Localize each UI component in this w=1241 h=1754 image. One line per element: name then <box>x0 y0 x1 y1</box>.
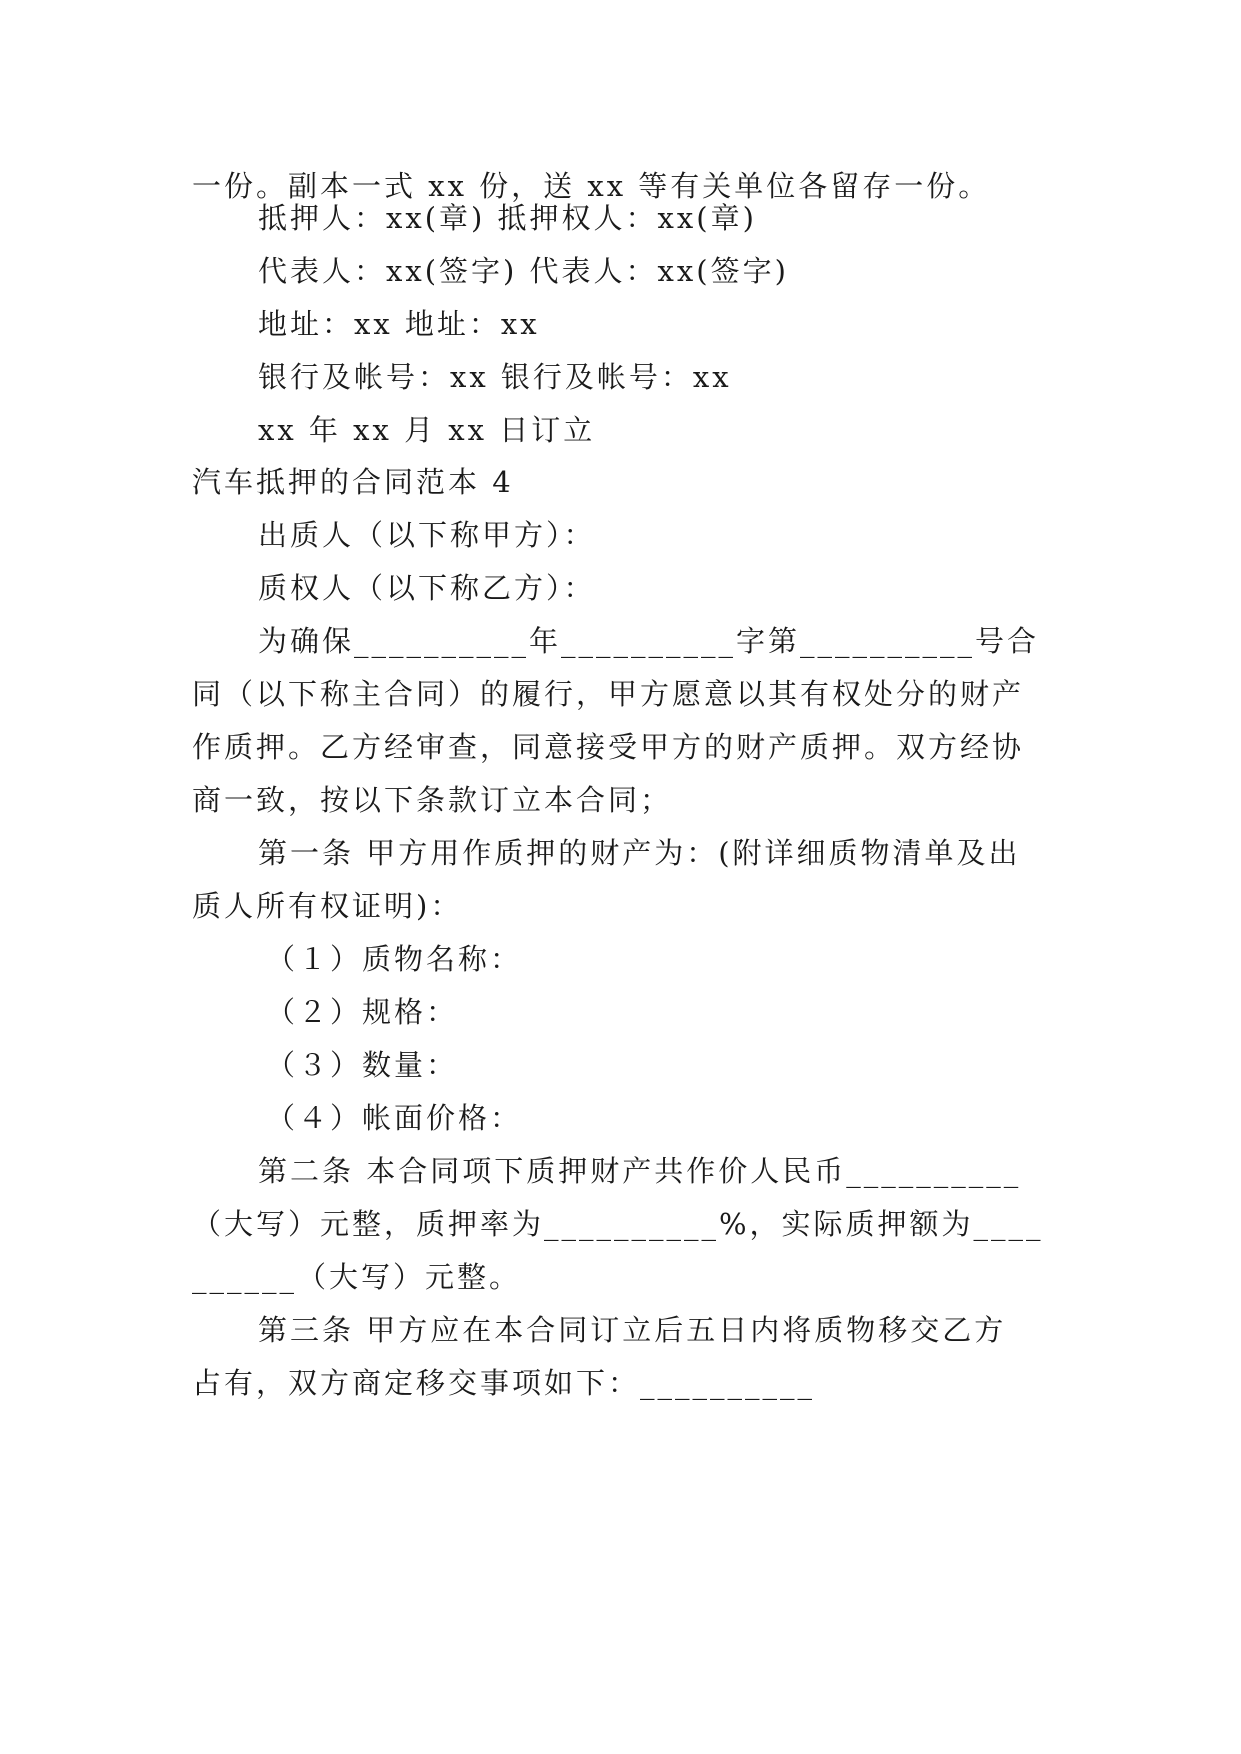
article-one-line-1: 第一条 甲方用作质押的财产为：(附详细质物清单及出 <box>258 836 1021 870</box>
article-three-line-2: 占有，双方商定移交事项如下：__________ <box>192 1366 816 1400</box>
list-item-book-value: （４）帐面价格： <box>266 1101 523 1135</box>
article-one-line-2: 质人所有权证明)： <box>192 889 463 923</box>
article-two-line-2: （大写）元整，质押率为__________%，实际质押额为____ <box>192 1207 1044 1241</box>
article-two-line-3: ______（大写）元整。 <box>192 1260 522 1294</box>
article-three-line-1: 第三条 甲方应在本合同订立后五日内将质物移交乙方 <box>258 1313 1007 1347</box>
article-two-line-1: 第二条 本合同项下质押财产共作价人民币__________ <box>258 1154 1022 1188</box>
list-item-quantity: （３）数量： <box>266 1048 459 1082</box>
list-item-spec: （２）规格： <box>266 995 459 1029</box>
paragraph-copies-line: 一份。副本一式 xx 份，送 xx 等有关单位各留存一份。 <box>192 169 991 203</box>
signature-pledgor-line: 抵押人：xx(章) 抵押权人：xx(章) <box>258 201 757 235</box>
section-title: 汽车抵押的合同范本 4 <box>192 465 514 499</box>
paragraph-intro-line-4: 商一致，按以下条款订立本合同； <box>192 783 673 817</box>
signature-bank-line: 银行及帐号：xx 银行及帐号：xx <box>258 360 732 394</box>
paragraph-intro-line-2: 同（以下称主合同）的履行，甲方愿意以其有权处分的财产 <box>192 677 1025 711</box>
date-line: xx 年 xx 月 xx 日订立 <box>258 413 596 447</box>
list-item-name: （１）质物名称： <box>266 942 523 976</box>
pledgee-line: 质权人（以下称乙方）： <box>258 571 596 605</box>
signature-representative-line: 代表人：xx(签字) 代表人：xx(签字) <box>258 254 789 288</box>
signature-address-line: 地址：xx 地址：xx <box>258 307 540 341</box>
paragraph-intro-line-3: 作质押。乙方经审查，同意接受甲方的财产质押。双方经协 <box>192 730 1025 764</box>
paragraph-intro-line-1: 为确保__________年__________字第__________号合 <box>258 624 1040 658</box>
pledgor-line: 出质人（以下称甲方）： <box>258 518 596 552</box>
